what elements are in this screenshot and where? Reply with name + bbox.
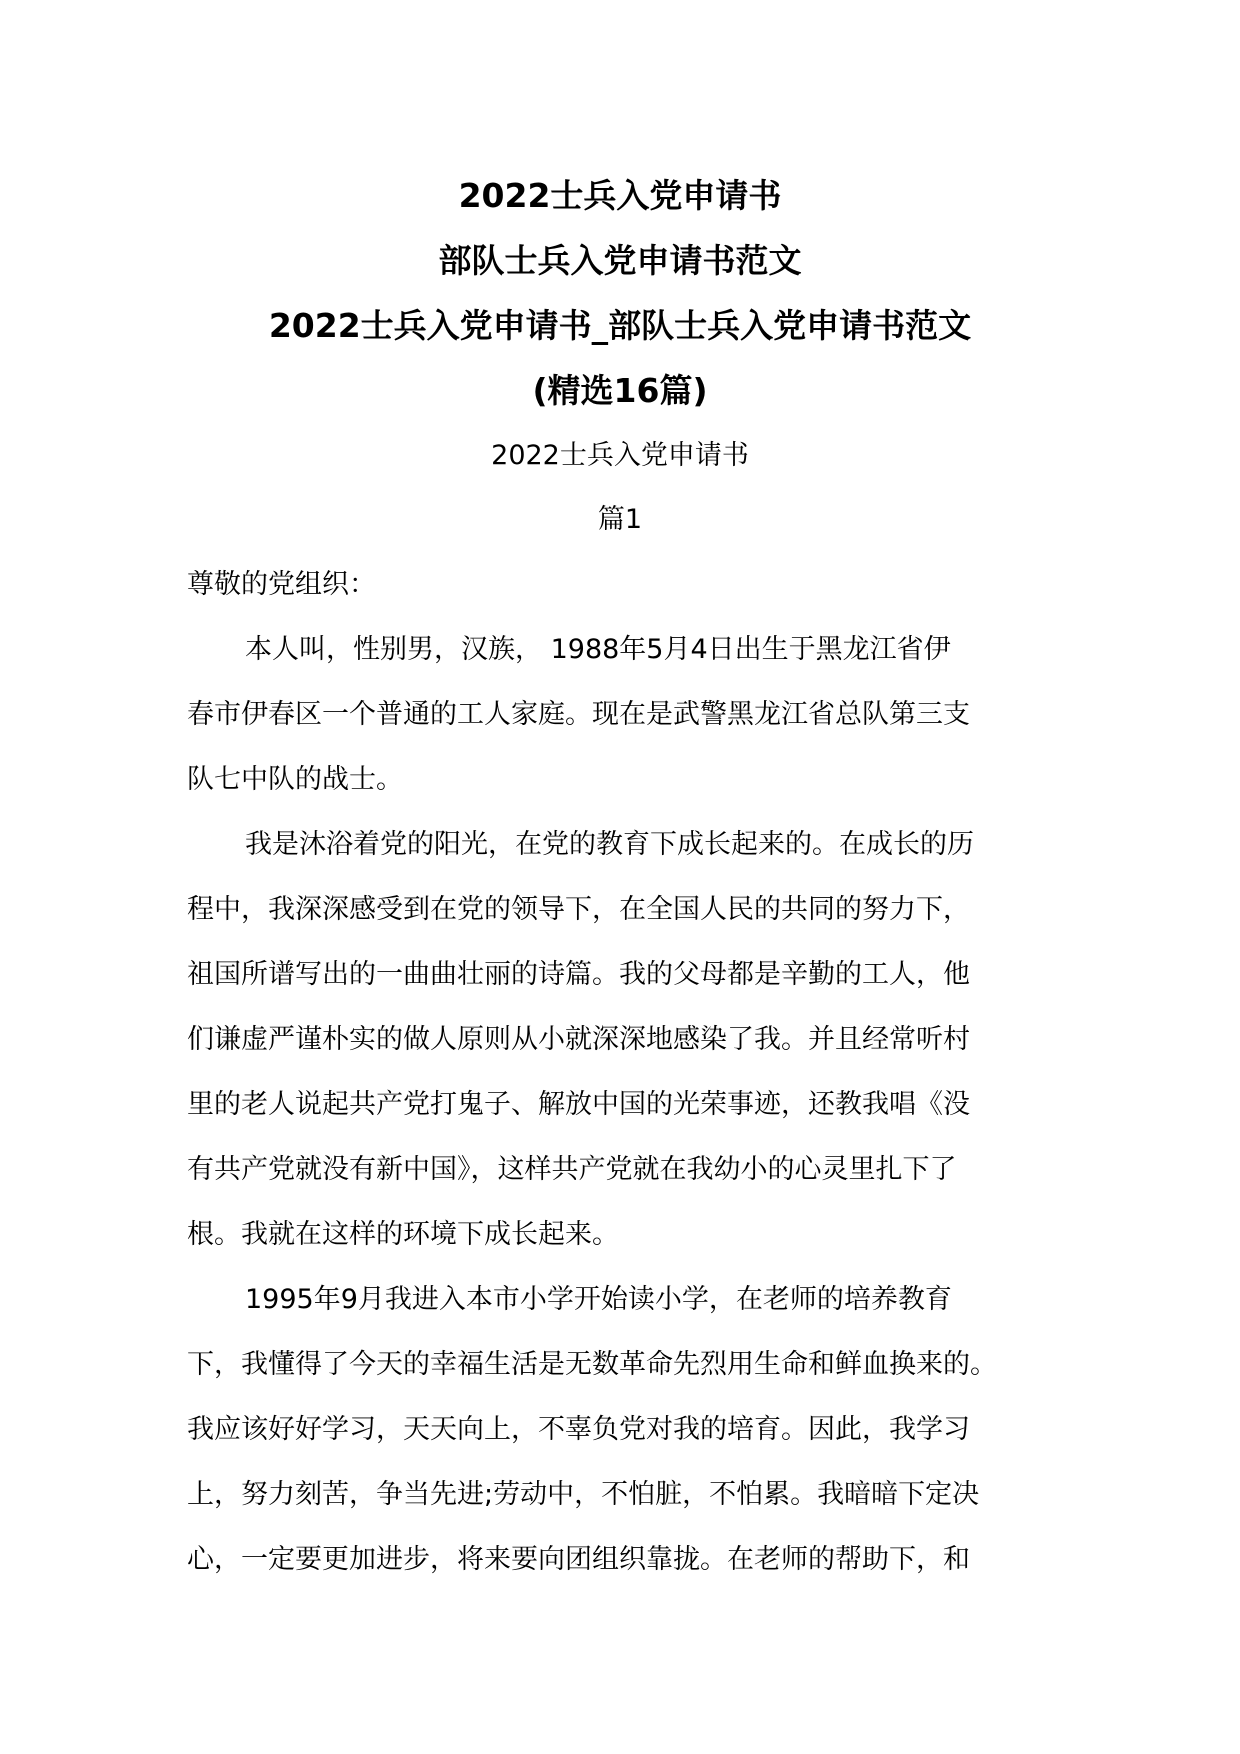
paragraph-line: 心，一定要更加进步，将来要向团组织靠拢。在老师的帮助下，和 bbox=[187, 1544, 970, 1575]
paragraph-line: 有共产党就没有新中国》，这样共产党就在我幼小的心灵里扎下了 bbox=[187, 1154, 957, 1185]
document-title-line-3: 2022士兵入党申请书_部队士兵入党申请书范文 bbox=[268, 306, 972, 345]
paragraph-line: 们谦虚严谨朴实的做人原则从小就深深地感染了我。并且经常听村 bbox=[187, 1024, 970, 1055]
paragraph-line: 根。我就在这样的环境下成长起来。 bbox=[187, 1219, 619, 1250]
document-title-line-4: (精选16篇) bbox=[532, 371, 708, 410]
document-subtitle: 2022士兵入党申请书 bbox=[491, 440, 749, 471]
paragraph-line: 1995年9月我进入本市小学开始读小学，在老师的培养教育 bbox=[245, 1284, 952, 1315]
paragraph-line: 祖国所谱写出的一曲曲壮丽的诗篇。我的父母都是辛勤的工人，他 bbox=[187, 959, 970, 990]
paragraph-line: 里的老人说起共产党打鬼子、解放中国的光荣事迹，还教我唱《没 bbox=[187, 1089, 970, 1120]
salutation: 尊敬的党组织： bbox=[187, 569, 376, 600]
document-title-line-2: 部队士兵入党申请书范文 bbox=[438, 241, 802, 280]
paragraph-line: 程中，我深深感受到在党的领导下，在全国人民的共同的努力下， bbox=[187, 894, 970, 925]
paragraph-line: 我应该好好学习，天天向上，不辜负党对我的培育。因此，我学习 bbox=[187, 1414, 970, 1445]
paragraph-line: 上，努力刻苦，争当先进;劳动中，不怕脏，不怕累。我暗暗下定决 bbox=[187, 1479, 980, 1510]
paragraph-line: 春市伊春区一个普通的工人家庭。现在是武警黑龙江省总队第三支 bbox=[187, 699, 970, 730]
paragraph-line: 下，我懂得了今天的幸福生活是无数革命先烈用生命和鲜血换来的。 bbox=[187, 1349, 997, 1380]
paragraph-line: 队七中队的战士。 bbox=[187, 764, 403, 795]
paragraph-line: 本人叫，性别男，汉族， 1988年5月4日出生于黑龙江省伊 bbox=[245, 634, 951, 665]
paragraph-line: 我是沐浴着党的阳光，在党的教育下成长起来的。在成长的历 bbox=[245, 829, 974, 860]
section-label: 篇1 bbox=[597, 504, 643, 535]
document-title-line-1: 2022士兵入党申请书 bbox=[458, 176, 782, 215]
